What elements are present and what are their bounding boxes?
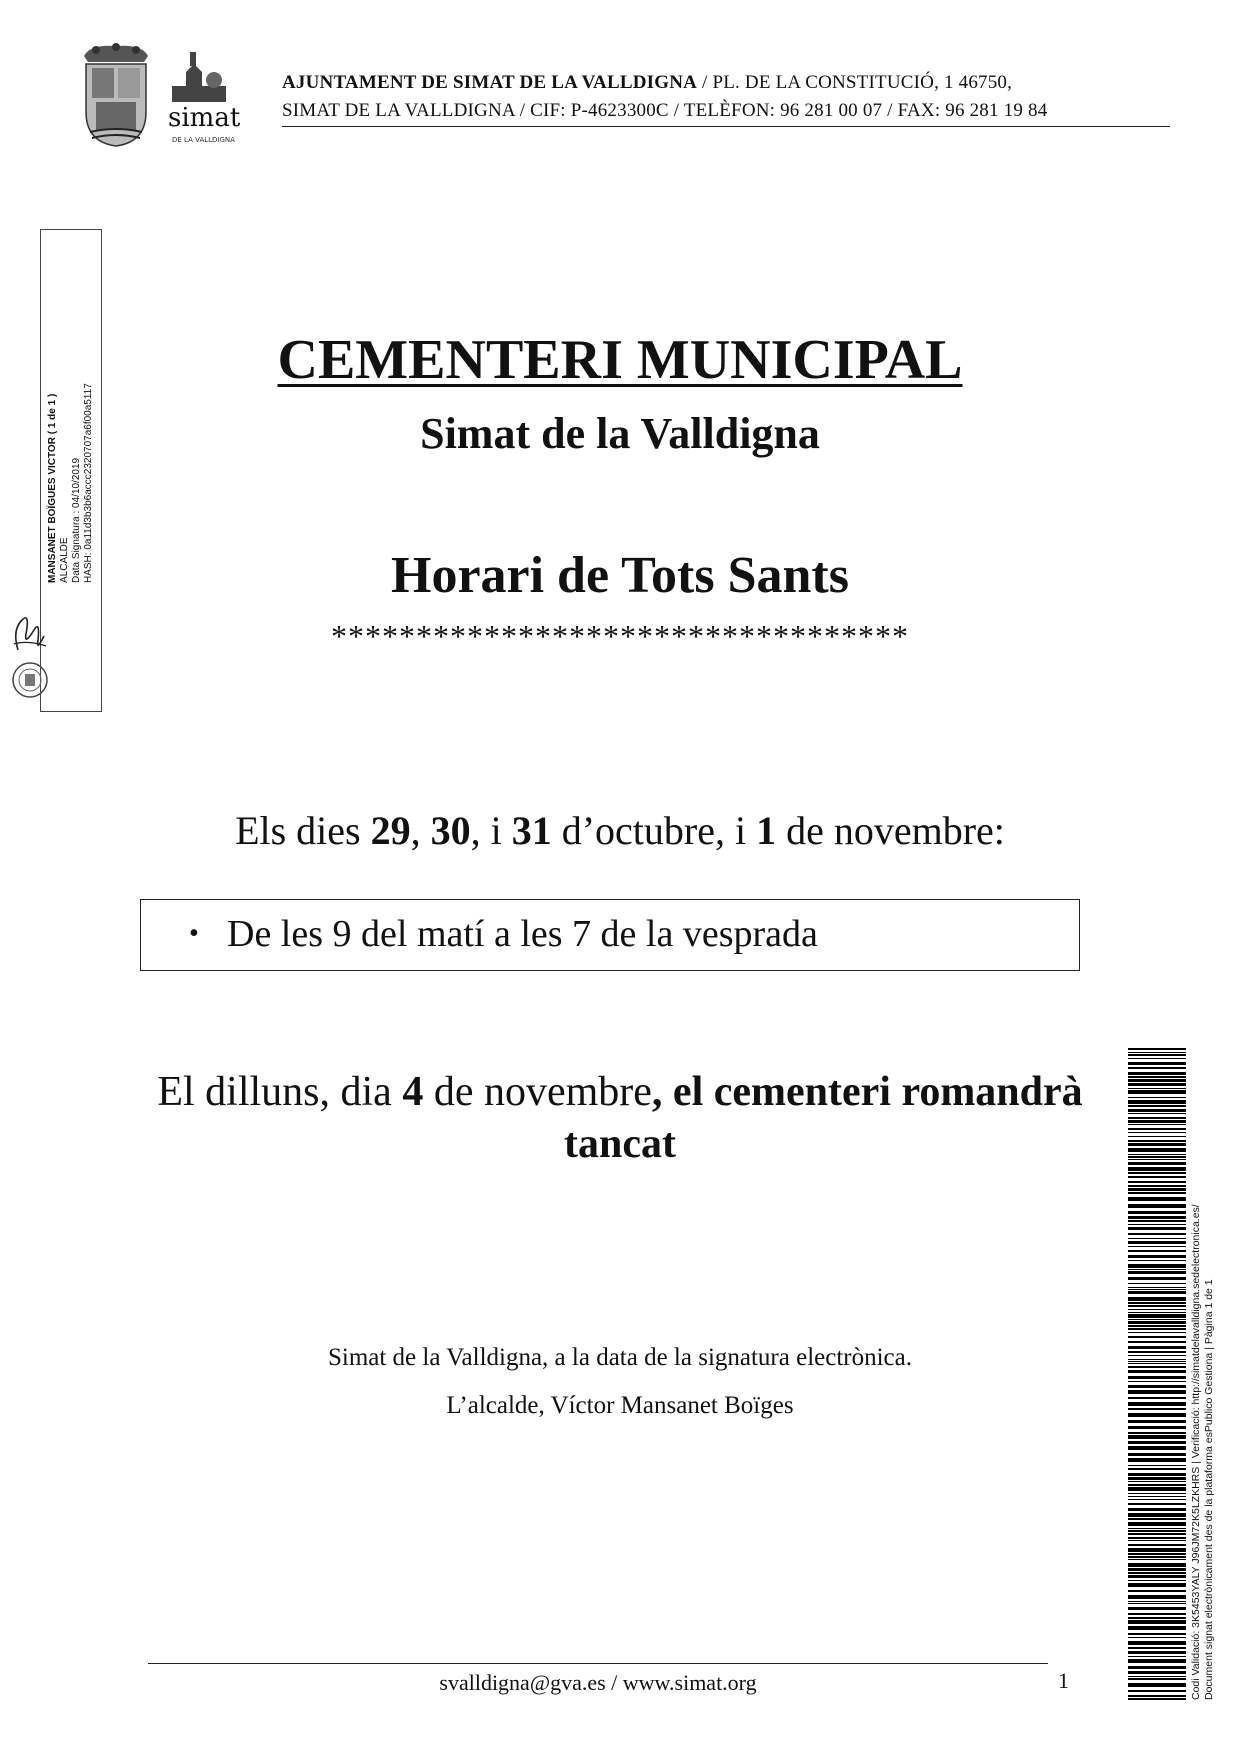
barcode-bar bbox=[1128, 1109, 1186, 1112]
barcode-bar bbox=[1128, 1446, 1186, 1450]
barcode-bar bbox=[1128, 1402, 1186, 1406]
header-address: / PL. DE LA CONSTITUCIÓ, 1 46750, bbox=[697, 72, 1013, 93]
signature-date: Data Signatura : 04/10/2019 bbox=[71, 457, 82, 583]
barcode-bar bbox=[1128, 1241, 1186, 1244]
verification-platform: Document signat electrònicament des de la plataforma esPublico Gestiona | Pàgina 1 de 1 bbox=[1203, 1279, 1215, 1700]
logo-subcaption: DE LA VALLDIGNA bbox=[172, 136, 235, 144]
schedule-heading: Horari de Tots Sants bbox=[391, 547, 849, 604]
header-divider bbox=[282, 126, 1170, 127]
barcode-bar bbox=[1128, 1513, 1186, 1517]
barcode-bar bbox=[1128, 1097, 1186, 1098]
barcode-bar bbox=[1128, 1533, 1186, 1535]
barcode-bar bbox=[1128, 1156, 1186, 1158]
barcode-bar bbox=[1128, 1601, 1186, 1602]
barcode-bar bbox=[1128, 1496, 1186, 1497]
opening-hours-box bbox=[140, 899, 1080, 971]
closure-notice bbox=[140, 1066, 1100, 1170]
barcode-bar bbox=[1128, 1537, 1186, 1539]
barcode-bar bbox=[1128, 1381, 1186, 1382]
barcode-bar bbox=[1128, 1264, 1186, 1268]
coat-of-arms-icon bbox=[84, 43, 148, 146]
barcode-bar bbox=[1128, 1312, 1186, 1313]
barcode-bar bbox=[1128, 1572, 1186, 1574]
barcode-bar bbox=[1128, 1325, 1186, 1327]
stars-divider: ********************************** bbox=[331, 618, 909, 654]
barcode-bar bbox=[1128, 1607, 1186, 1610]
barcode-bar bbox=[1128, 1563, 1186, 1567]
barcode-bar bbox=[1128, 1518, 1186, 1520]
barcode-bar bbox=[1128, 1136, 1186, 1137]
barcode-bar bbox=[1128, 1062, 1186, 1065]
barcode-bar bbox=[1128, 1255, 1186, 1258]
barcode-bar bbox=[1128, 1216, 1186, 1219]
date-1: 1 bbox=[756, 808, 777, 853]
barcode-bar bbox=[1128, 1676, 1186, 1677]
barcode-bar bbox=[1128, 1595, 1186, 1599]
dates-prefix: Els dies bbox=[235, 808, 371, 853]
dates-separator: , i bbox=[470, 808, 512, 853]
barcode-bar bbox=[1128, 1390, 1186, 1394]
barcode-icon bbox=[1128, 1048, 1186, 1700]
barcode-bar bbox=[1128, 1361, 1186, 1362]
barcode-bar bbox=[1128, 1154, 1186, 1155]
barcode-bar bbox=[1128, 1224, 1186, 1225]
barcode-bar bbox=[1128, 1359, 1186, 1360]
barcode-bar bbox=[1128, 1048, 1186, 1050]
barcode-bar bbox=[1128, 1493, 1186, 1494]
barcode-bar bbox=[1128, 1656, 1186, 1657]
barcode-bar bbox=[1128, 1487, 1186, 1491]
barcode-bar bbox=[1128, 1341, 1186, 1343]
barcode-bar bbox=[1128, 1540, 1186, 1541]
closure-prefix: El dilluns, dia bbox=[157, 1069, 403, 1115]
barcode-bar bbox=[1128, 1698, 1186, 1700]
barcode-bar bbox=[1128, 1477, 1186, 1480]
barcode-bar bbox=[1128, 1346, 1186, 1349]
barcode-bar bbox=[1128, 1246, 1186, 1247]
header-line-1 bbox=[282, 72, 1170, 94]
closing-signer: L’alcalde, Víctor Mansanet Boïges bbox=[446, 1392, 794, 1419]
barcode-bar bbox=[1128, 1291, 1186, 1294]
barcode-bar bbox=[1128, 1332, 1186, 1333]
signer-name: MANSANET BOÏGUES VICTOR ( 1 de 1 ) bbox=[47, 393, 58, 583]
barcode-bar bbox=[1128, 1465, 1186, 1466]
dates-month: d’octubre, i bbox=[551, 808, 757, 853]
barcode-bar bbox=[1128, 1583, 1186, 1587]
signature-hash: HASH: 0a11d3b3b6accc2320707a6f00a5117 bbox=[83, 383, 94, 583]
barcode-bar bbox=[1128, 1548, 1186, 1552]
barcode-bar bbox=[1128, 1328, 1186, 1330]
barcode-bar bbox=[1128, 1167, 1186, 1171]
page-subtitle: Simat de la Valldigna bbox=[420, 409, 820, 458]
barcode-bar bbox=[1128, 1120, 1186, 1123]
barcode-bar bbox=[1128, 1117, 1186, 1119]
barcode-bar bbox=[1128, 1100, 1186, 1104]
barcode-bar bbox=[1128, 1617, 1186, 1619]
barcode-bar bbox=[1128, 1678, 1186, 1680]
barcode-bar bbox=[1128, 1140, 1186, 1142]
barcode-bar bbox=[1128, 1683, 1186, 1687]
barcode-bar bbox=[1128, 1355, 1186, 1356]
barcode-bar bbox=[1128, 1385, 1186, 1388]
barcode-bar bbox=[1128, 1083, 1186, 1086]
barcode-bar bbox=[1128, 1113, 1186, 1114]
barcode-bar bbox=[1128, 1556, 1186, 1558]
barcode-bar bbox=[1128, 1067, 1186, 1069]
barcode-bar bbox=[1128, 1128, 1186, 1130]
logo-caption: simat bbox=[168, 103, 241, 133]
barcode-bar bbox=[1128, 1132, 1186, 1133]
barcode-bar bbox=[1128, 1458, 1186, 1462]
barcode-bar bbox=[1128, 1220, 1186, 1222]
barcode-bar bbox=[1128, 1076, 1186, 1078]
barcode-bar bbox=[1128, 1238, 1186, 1239]
verification-text bbox=[1190, 1204, 1216, 1700]
barcode-bar bbox=[1128, 1287, 1186, 1288]
barcode-bar bbox=[1128, 1481, 1186, 1482]
closure-statement: , el cementeri romandrà tancat bbox=[564, 1069, 1083, 1167]
date-29: 29 bbox=[370, 808, 411, 853]
barcode-bar bbox=[1128, 1435, 1186, 1439]
barcode-bar bbox=[1128, 1370, 1186, 1373]
barcode-bar bbox=[1128, 1054, 1186, 1056]
opening-dates bbox=[0, 807, 1240, 855]
barcode-bar bbox=[1128, 1647, 1186, 1649]
barcode-bar bbox=[1128, 1413, 1186, 1417]
barcode-bar bbox=[1128, 1484, 1186, 1486]
verification-code: Codi Validació: 3K5453YALY J96JM72K5LZKHRS | Verificació: http://simatdelavalldigna.sedelectronica.es/ bbox=[1190, 1204, 1202, 1700]
barcode-bar bbox=[1128, 1528, 1186, 1529]
barcode-bar bbox=[1128, 1468, 1186, 1470]
page-title bbox=[0, 328, 1240, 392]
barcode-bar bbox=[1128, 1124, 1186, 1125]
barcode-bar bbox=[1128, 1397, 1186, 1399]
barcode-bar bbox=[1128, 1211, 1186, 1214]
barcode-bar bbox=[1128, 1305, 1186, 1307]
barcode-bar bbox=[1128, 1172, 1186, 1174]
org-name: AJUNTAMENT DE SIMAT DE LA VALLDIGNA bbox=[282, 72, 698, 93]
barcode-bar bbox=[1128, 1072, 1186, 1075]
barcode-bar bbox=[1128, 1309, 1186, 1310]
barcode-bar bbox=[1128, 1204, 1186, 1208]
footer-contact: svalldigna@gva.es / www.simat.org bbox=[439, 1670, 757, 1695]
barcode-bar bbox=[1128, 1503, 1186, 1505]
barcode-bar bbox=[1128, 1079, 1186, 1082]
barcode-bar bbox=[1128, 1633, 1186, 1635]
bullet-icon: • bbox=[189, 918, 199, 949]
barcode-bar bbox=[1128, 1366, 1186, 1368]
simat-logo-icon bbox=[172, 52, 226, 102]
barcode-bar bbox=[1128, 1289, 1186, 1290]
barcode-bar bbox=[1128, 1181, 1186, 1183]
barcode-bar bbox=[1128, 1559, 1186, 1560]
barcode-bar bbox=[1128, 1271, 1186, 1274]
barcode-bar bbox=[1128, 1641, 1186, 1645]
barcode-bar bbox=[1128, 1233, 1186, 1235]
barcode-bar bbox=[1128, 1473, 1186, 1476]
barcode-bar bbox=[1128, 1159, 1186, 1160]
dates-separator: , bbox=[410, 808, 431, 853]
barcode-bar bbox=[1128, 1105, 1186, 1107]
barcode-bar bbox=[1128, 1176, 1186, 1178]
barcode-bar bbox=[1128, 1651, 1186, 1654]
footer-divider bbox=[148, 1663, 1048, 1664]
barcode-bar bbox=[1128, 1188, 1186, 1191]
barcode-bar bbox=[1128, 1250, 1186, 1252]
barcode-bar bbox=[1128, 1671, 1186, 1674]
closing-place: Simat de la Valldigna, a la data de la signatura electrònica. bbox=[327, 1344, 913, 1371]
barcode-bar bbox=[1128, 1192, 1186, 1194]
barcode-bar bbox=[1128, 1162, 1186, 1165]
barcode-bar bbox=[1128, 1695, 1186, 1697]
date-30: 30 bbox=[430, 808, 471, 853]
barcode-bar bbox=[1128, 1277, 1186, 1280]
signer-role: ALCALDE bbox=[59, 537, 70, 583]
barcode-bar bbox=[1128, 1432, 1186, 1434]
barcode-bar bbox=[1128, 1376, 1186, 1379]
barcode-bar bbox=[1128, 1260, 1186, 1261]
page-number: 1 bbox=[1058, 1668, 1069, 1693]
barcode-bar bbox=[1128, 1269, 1186, 1270]
barcode-bar bbox=[1128, 1297, 1186, 1301]
barcode-bar bbox=[1128, 1420, 1186, 1423]
barcode-bar bbox=[1128, 1499, 1186, 1500]
barcode-bar bbox=[1128, 1283, 1186, 1284]
dates-suffix: de novembre: bbox=[776, 808, 1005, 853]
barcode-bar bbox=[1128, 1553, 1186, 1555]
barcode-bar bbox=[1128, 1197, 1186, 1201]
barcode-bar bbox=[1128, 1148, 1186, 1152]
barcode-bar bbox=[1128, 1603, 1186, 1604]
barcode-bar bbox=[1128, 1426, 1186, 1429]
barcode-bar bbox=[1128, 1613, 1186, 1615]
barcode-bar bbox=[1128, 1408, 1186, 1410]
date-31: 31 bbox=[511, 808, 552, 853]
header-line-2: SIMAT DE LA VALLDIGNA / CIF: P-4623300C / TELÈFON: 96 281 00 07 / FAX: 96 281 19 84 bbox=[282, 100, 1048, 121]
barcode-bar bbox=[1128, 1659, 1186, 1663]
barcode-bar bbox=[1128, 1321, 1186, 1324]
barcode-bar bbox=[1128, 1336, 1186, 1338]
barcode-bar bbox=[1128, 1580, 1186, 1581]
barcode-bar bbox=[1128, 1088, 1186, 1089]
barcode-bar bbox=[1128, 1363, 1186, 1364]
municipal-logos bbox=[76, 42, 251, 150]
barcode-bar bbox=[1128, 1620, 1186, 1624]
page-title-text: CEMENTERI MUNICIPAL bbox=[277, 329, 963, 391]
barcode-bar bbox=[1128, 1544, 1186, 1546]
opening-hours: De les 9 del matí a les 7 de la vesprada bbox=[227, 913, 818, 955]
barcode-bar bbox=[1128, 1052, 1186, 1053]
barcode-bar bbox=[1128, 1590, 1186, 1592]
barcode-bar bbox=[1128, 1575, 1186, 1578]
barcode-bar bbox=[1128, 1058, 1186, 1059]
barcode-bar bbox=[1128, 1690, 1186, 1692]
barcode-bar bbox=[1128, 1185, 1186, 1187]
barcode-bar bbox=[1128, 1314, 1186, 1318]
barcode-bar bbox=[1128, 1441, 1186, 1444]
barcode-bar bbox=[1128, 1522, 1186, 1526]
barcode-bar bbox=[1128, 1319, 1186, 1320]
barcode-bar bbox=[1128, 1637, 1186, 1638]
barcode-bar bbox=[1128, 1143, 1186, 1146]
barcode-bar bbox=[1128, 1666, 1186, 1669]
barcode-bar bbox=[1128, 1508, 1186, 1511]
barcode-bar bbox=[1128, 1453, 1186, 1456]
barcode-bar bbox=[1128, 1227, 1186, 1230]
barcode-bar bbox=[1128, 1302, 1186, 1304]
barcode-bar bbox=[1128, 1530, 1186, 1532]
official-seal-icon bbox=[10, 660, 50, 700]
barcode-bar bbox=[1128, 1351, 1186, 1353]
barcode-bar bbox=[1128, 1568, 1186, 1571]
barcode-bar bbox=[1128, 1626, 1186, 1630]
closure-day: 4 bbox=[402, 1069, 424, 1115]
barcode-bar bbox=[1128, 1090, 1186, 1094]
closure-month: de novembre bbox=[423, 1069, 652, 1115]
